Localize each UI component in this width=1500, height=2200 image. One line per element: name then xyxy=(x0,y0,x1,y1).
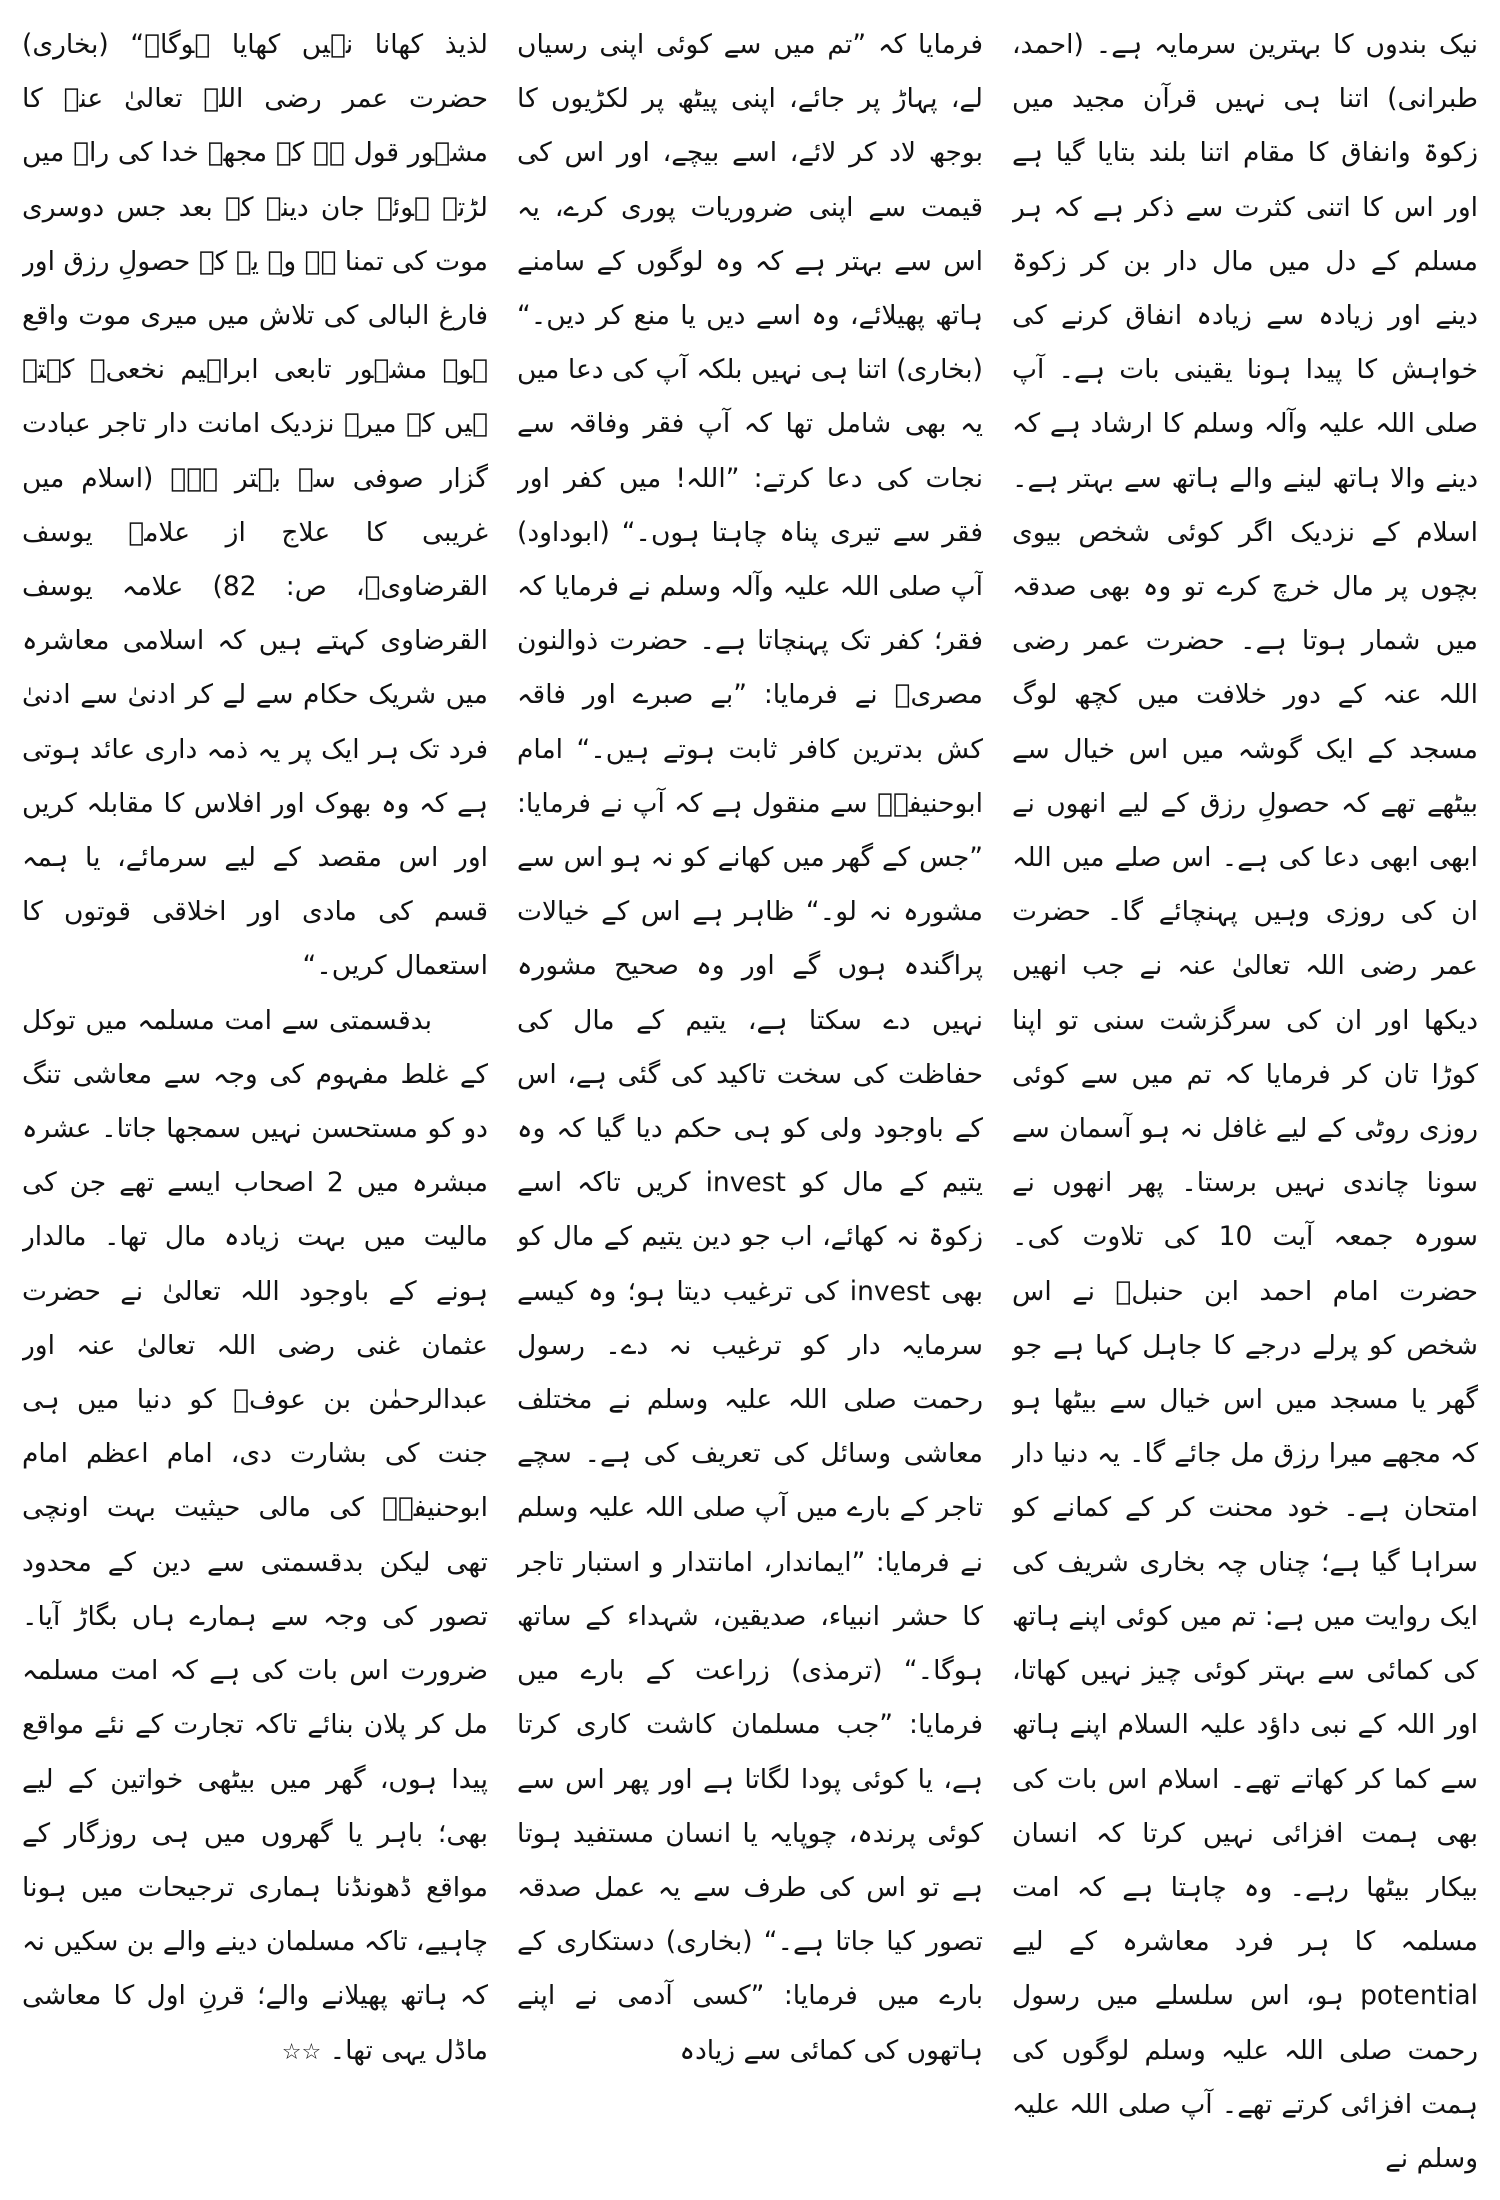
paragraph: نیک بندوں کا بہترین سرمایہ ہے۔ (احمد، طبرانی) اتنا ہی نہیں قرآن مجید میں زکوۃ وانفاق کا مقام اتنا بلند بتایا گیا ہے اور اس کا اتنی کثرت سے ذکر ہے کہ ہر مسلم کے دل میں مال دار بن کر زکوۃ دینے اور زیادہ سے زیادہ انفاق کرنے کی خواہش کا پیدا ہونا یقینی بات ہے۔ آپ صلی اللہ علیہ وآلہ وسلم کا ارشاد ہے کہ دینے والا ہاتھ لینے والے ہاتھ سے بہتر ہے۔ اسلام کے نزدیک اگر کوئی شخص بیوی بچوں پر مال خرچ کرے تو وہ بھی صدقہ میں شمار ہوتا ہے۔ حضرت عمر رضی اللہ عنہ کے دور خلافت میں کچھ لوگ مسجد کے ایک گوشہ میں اس خیال سے بیٹھے تھے کہ حصولِ رزق کے لیے انھوں نے ابھی ابھی دعا کی ہے۔ اس صلے میں اللہ ان کی روزی وہیں پہنچائے گا۔ حضرت عمر رضی اللہ تعالیٰ عنہ نے جب انھیں دیکھا اور ان کی سرگزشت سنی تو اپنا کوڑا تان کر فرمایا کہ تم میں سے کوئی روزی روٹی کے لیے غافل نہ ہو آسمان سے سونا چاندی نہیں برستا۔ پھر انھوں نے سورہ جمعہ آیت 10 کی تلاوت کی۔ حضرت امام احمد ابن حنبلؒ نے اس شخص کو پرلے درجے کا جاہل کہا ہے جو گھر یا مسجد میں اس خیال سے بیٹھا ہو کہ مجھے میرا رزق مل جائے گا۔ یہ دنیا دار امتحان ہے۔ خود محنت کر کے کمانے کو سراہا گیا ہے؛ چناں چہ بخاری شریف کی ایک روایت میں ہے: تم میں کوئی اپنے ہاتھ کی کمائی سے بہتر کوئی چیز نہیں کھاتا، اور اللہ کے نبی داؤد علیہ السلام اپنے ہاتھ سے کما کر کھاتے تھے۔ اسلام اس بات کی بھی ہمت افزائی نہیں کرتا کہ انسان بیکار بیٹھا رہے۔ وہ چاہتا ہے کہ امت مسلمہ کا ہر فرد معاشرہ کے لیے potential ہو، اس سلسلے میں رسول رحمت صلی اللہ علیہ وسلم لوگوں کی ہمت افزائی کرتے تھے۔ آپ صلی اللہ علیہ وسلم نے xyxy=(1012,29,1478,2174)
text-column-middle xyxy=(517,18,983,2186)
text-column-left xyxy=(22,18,488,2186)
paragraph xyxy=(22,994,488,2080)
paragraph-text: بدقسمتی سے امت مسلمہ میں توکل کے غلط مفہوم کی وجہ سے معاشی تنگ دو کو مستحسن نہیں سمجھا جاتا۔ عشرہ مبشرہ میں 2 اصحاب ایسے تھے جن کی مالیت میں بہت زیادہ مال تھا۔ مالدار ہونے کے باوجود اللہ تعالیٰ نے حضرت عثمان غنی رضی اللہ تعالیٰ عنہ اور عبدالرحمٰن بن عوفؓ کو دنیا میں ہی جنت کی بشارت دی، امام اعظم امام ابوحنیفہؒ کی مالی حیثیت بہت اونچی تھی لیکن بدقسمتی سے دین کے محدود تصور کی وجہ سے ہمارے ہاں بگاڑ آیا۔ ضرورت اس بات کی ہے کہ امت مسلمہ مل کر پلان بنائے تاکہ تجارت کے نئے مواقع پیدا ہوں، گھر میں بیٹھی خواتین کے لیے بھی؛ باہر یا گھروں میں ہی روزگار کے مواقع ڈھونڈنا ہماری ترجیحات میں ہونا چاہیے، تاکہ مسلمان دینے والے بن سکیں نہ کہ ہاتھ پھیلانے والے؛ قرنِ اول کا معاشی ماڈل یہی تھا۔ xyxy=(22,1004,488,2066)
end-of-article-mark: ☆☆ xyxy=(281,2039,322,2065)
paragraph: فرمایا کہ ”تم میں سے کوئی اپنی رسیاں لے، پہاڑ پر جائے، اپنی پیٹھ پر لکڑیوں کا بوجھ لاد کر لائے، اسے بیچے، اور اس کی قیمت سے اپنی ضروریات پوری کرے، یہ اس سے بہتر ہے کہ وہ لوگوں کے سامنے ہاتھ پھیلائے، وہ اسے دیں یا منع کر دیں۔“ (بخاری) اتنا ہی نہیں بلکہ آپ کی دعا میں یہ بھی شامل تھا کہ آپ فقر وفاقہ سے نجات کی دعا کرتے: ”اللہ! میں کفر اور فقر سے تیری پناہ چاہتا ہوں۔“ (ابوداود) آپ صلی اللہ علیہ وآلہ وسلم نے فرمایا کہ فقر؛ کفر تک پہنچاتا ہے۔ حضرت ذوالنون مصریؒ نے فرمایا: ”بے صبرے اور فاقہ کش بدترین کافر ثابت ہوتے ہیں۔“ امام ابوحنیفہؒ سے منقول ہے کہ آپ نے فرمایا: ”جس کے گھر میں کھانے کو نہ ہو اس سے مشورہ نہ لو۔“ ظاہر ہے اس کے خیالات پراگندہ ہوں گے اور وہ صحیح مشورہ نہیں دے سکتا ہے، یتیم کے مال کی حفاظت کی سخت تاکید کی گئی ہے، اس کے باوجود ولی کو ہی حکم دیا گیا کہ وہ یتیم کے مال کو invest کریں تاکہ اسے زکوۃ نہ کھائے، اب جو دین یتیم کے مال کو بھی invest کی ترغیب دیتا ہو؛ وہ کیسے سرمایہ دار کو ترغیب نہ دے۔ رسول رحمت صلی اللہ علیہ وسلم نے مختلف معاشی وسائل کی تعریف کی ہے۔ سچے تاجر کے بارے میں آپ صلی اللہ علیہ وسلم نے فرمایا: ”ایماندار، امانتدار و استبار تاجر کا حشر انبیاء، صدیقین، شہداء کے ساتھ ہوگا۔“ (ترمذی) زراعت کے بارے میں فرمایا: ”جب مسلمان کاشت کاری کرتا ہے، یا کوئی پودا لگاتا ہے اور پھر اس سے کوئی پرندہ، چوپایہ یا انسان مستفید ہوتا ہے تو اس کی طرف سے یہ عمل صدقہ تصور کیا جاتا ہے۔“ (بخاری) دستکاری کے بارے میں فرمایا: ”کسی آدمی نے اپنے ہاتھوں کی کمائی سے زیادہ xyxy=(517,29,983,2066)
paragraph: لذیذ کھانا نہیں کھایا ہوگا۔“ (بخاری) حضرت عمر رضی اللہ تعالیٰ عنہ کا مشہور قول ہے کہ مجھے خدا کی راہ میں لڑتے ہوئے جان دینے کے بعد جس دوسری موت کی تمنا ہے وہ یہ کہ حصولِ رزق اور فارغ البالی کی تلاش میں میری موت واقع ہو۔ مشہور تابعی ابراہیم نخعیؒ کہتے ہیں کہ میرے نزدیک امانت دار تاجر عبادت گزار صوفی سے بہتر ہے۔ (اسلام میں غریبی کا علاج از علامہ یوسف القرضاویؒ، ص: 82) علامہ یوسف القرضاوی کہتے ہیں کہ اسلامی معاشرہ میں شریک حکام سے لے کر ادنیٰ سے ادنیٰ فرد تک ہر ایک پر یہ ذمہ داری عائد ہوتی ہے کہ وہ بھوک اور افلاس کا مقابلہ کریں اور اس مقصد کے لیے سرمائے، یا ہمہ قسم کی مادی اور اخلاقی قوتوں کا استعمال کریں۔“ xyxy=(22,29,488,982)
text-column-right xyxy=(1012,18,1478,2186)
